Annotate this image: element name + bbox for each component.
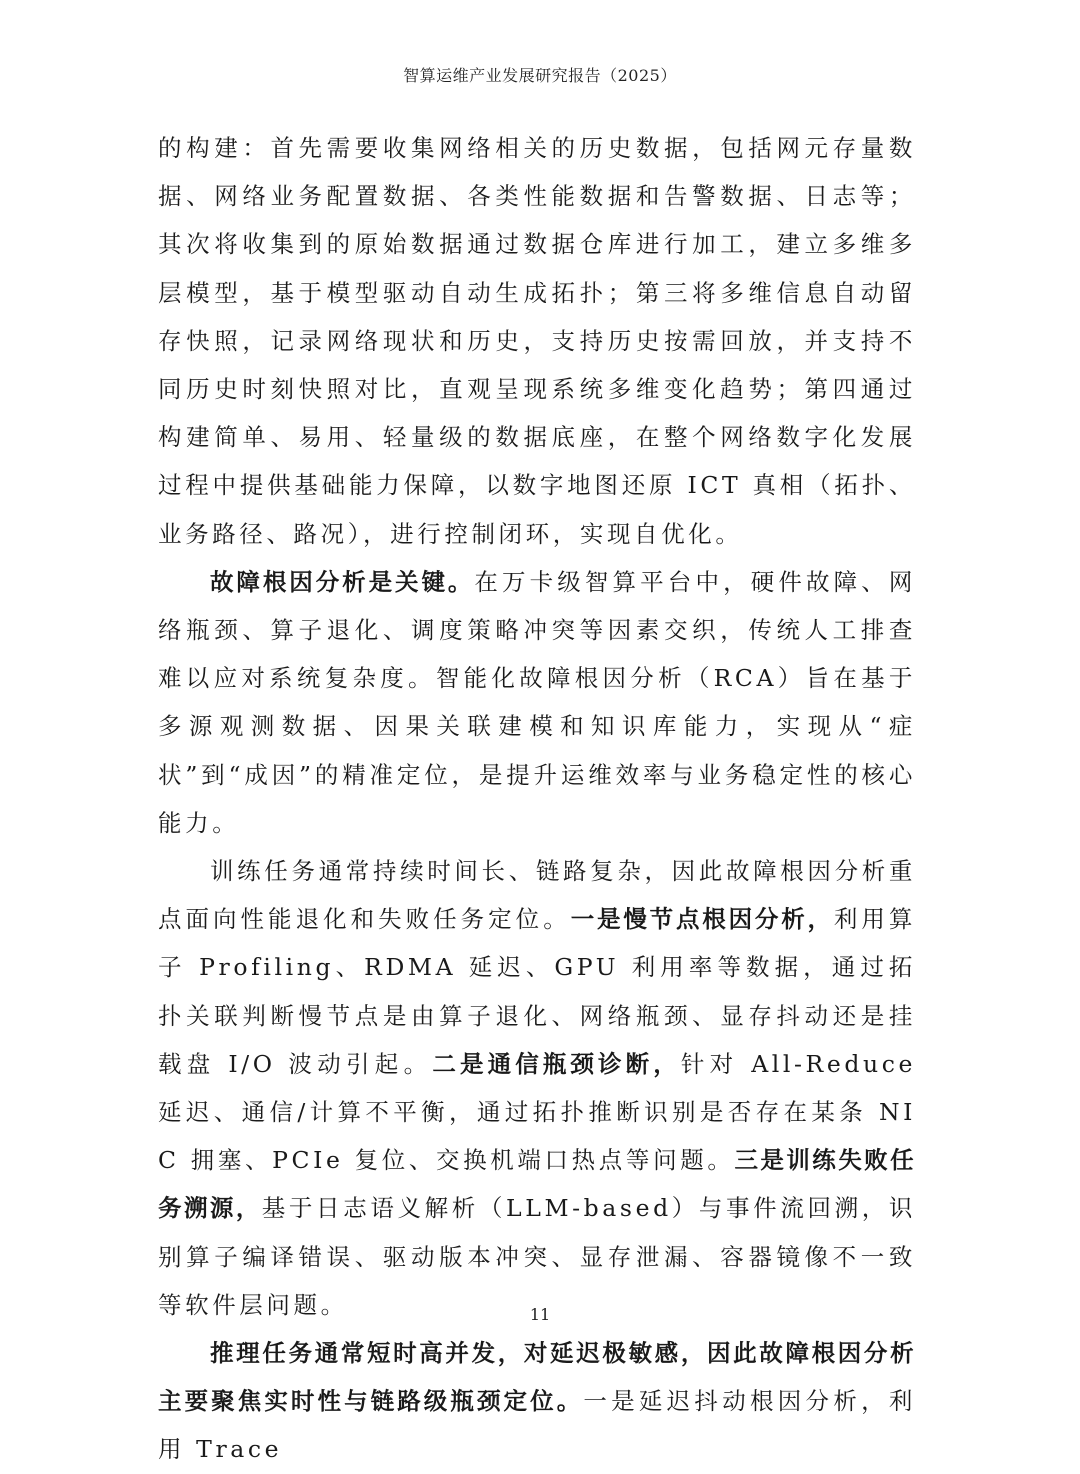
text-run: 在万卡级智算平台中，硬件故障、网络瓶颈、算子退化、调度策略冲突等因素交织，传统人工排查难以应对系统复杂度。智能化故障根因分析（RCA）旨在基于多源观测数据、因果关联建模和知识库能力，实现从“症状”到“成因”的精准定位，是提升运维效率与业务稳定性的核心能力。 <box>158 567 916 837</box>
bold-run: 三是训练失败任务溯源， <box>158 1146 916 1223</box>
text-run: 利用算子 Profiling、RDMA 延迟、GPU 利用率等数据，通过拓扑关联判断慢节点是由算子退化、网络瓶颈、显存抖动还是挂载盘 I/O 波动引起。 <box>158 905 917 1078</box>
page-number: 11 <box>529 1305 551 1324</box>
text-run: 一是延迟抖动根因分析，利用 Trace <box>158 1387 917 1464</box>
text-run: 基于日志语义解析（LLM-based）与事件流回溯，识别算子编译错误、驱动版本冲突、显存泄漏、容器镜像不一致等软件层问题。 <box>158 1194 916 1319</box>
paragraph-1 <box>158 124 916 558</box>
text-run: 针对 All-Reduce 延迟、通信/计算不平衡，通过拓扑推断识别是否存在某条 NIC 拥塞、PCIe 复位、交换机端口热点等问题。 <box>158 1049 917 1175</box>
body-text <box>158 124 916 1474</box>
paragraph-4 <box>158 1329 916 1474</box>
paragraph-2 <box>158 558 916 847</box>
bold-run: 二是通信瓶颈诊断， <box>432 1049 681 1078</box>
bold-run: 一是慢节点根因分析， <box>570 905 834 934</box>
running-header: 智算运维产业发展研究报告（2025） <box>403 66 677 85</box>
bold-run: 推理任务通常短时高并发，对延迟极敏感，因此故障根因分析主要聚焦实时性与链路级瓶颈定位。 <box>158 1339 916 1416</box>
paragraph-3 <box>158 847 916 1329</box>
bold-run: 故障根因分析是关键。 <box>210 567 475 596</box>
text-run: 训练任务通常持续时间长、链路复杂，因此故障根因分析重点面向性能退化和失败任务定位。 <box>158 857 916 934</box>
text-run: 的构建：首先需要收集网络相关的历史数据，包括网元存量数据、网络业务配置数据、各类性能数据和告警数据、日志等；其次将收集到的原始数据通过数据仓库进行加工，建立多维多层模型，基于模型驱动自动生成拓扑；第三将多维信息自动留存快照，记录网络现状和历史，支持历史按需回放，并支持不同历史时刻快照对比，直观呈现系统多维变化趋势；第四通过构建简单、易用、轻量级的数据底座，在整个网络数字化发展过程中提供基础能力保障，以数字地图还原 ICT 真相（拓扑、业务路径、路况），进行控制闭环，实现自优化。 <box>158 134 916 548</box>
